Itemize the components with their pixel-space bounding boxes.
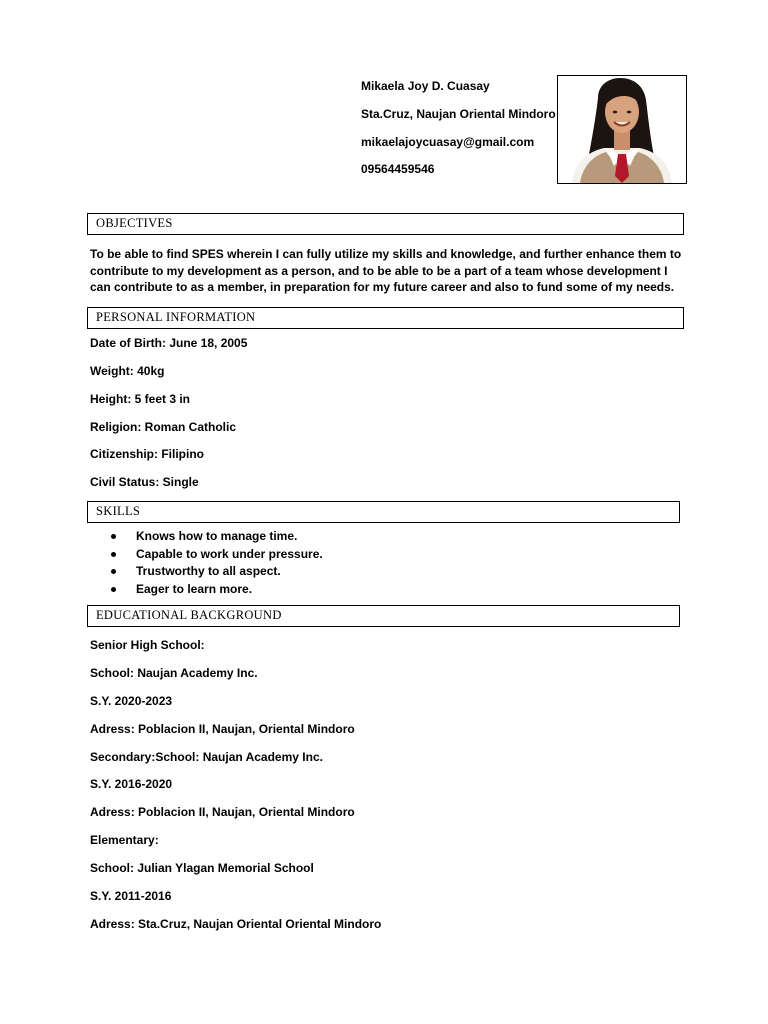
- skill-item: Trustworthy to all aspect.: [108, 563, 323, 581]
- contact-email: mikaelajoycuasay@gmail.com: [361, 135, 535, 149]
- bullet-icon: [111, 569, 116, 574]
- skill-item: Eager to learn more.: [108, 581, 323, 599]
- skill-item: Knows how to manage time.: [108, 528, 323, 546]
- section-header-skills: SKILLS: [87, 501, 680, 523]
- education-line: Elementary:: [90, 833, 159, 847]
- contact-address: Sta.Cruz, Naujan Oriental Mindoro: [361, 107, 556, 121]
- education-line: Adress: Poblacion II, Naujan, Oriental Mindoro: [90, 722, 355, 736]
- section-header-personal-information: PERSONAL INFORMATION: [87, 307, 684, 329]
- education-line: S.Y. 2016-2020: [90, 777, 173, 791]
- profile-photo: [557, 75, 687, 184]
- personal-citizenship: Citizenship: Filipino: [90, 447, 204, 461]
- objectives-text: To be able to find SPES wherein I can fully utilize my skills and knowledge, and further enhance them to contribute to my development as a person, and to be able to be a part of a team whose development I can contribute to as a member, in preparation for my future career and also to fund some of my needs.: [90, 247, 682, 294]
- education-line: Adress: Poblacion II, Naujan, Oriental Mindoro: [90, 805, 355, 819]
- personal-religion: Religion: Roman Catholic: [90, 420, 237, 434]
- education-line: S.Y. 2020-2023: [90, 694, 173, 708]
- education-line: School: Julian Ylagan Memorial School: [90, 861, 314, 875]
- personal-civil-status: Civil Status: Single: [90, 475, 199, 489]
- education-line: Adress: Sta.Cruz, Naujan Oriental Oriental Mindoro: [90, 917, 382, 931]
- bullet-icon: [111, 587, 116, 592]
- personal-height: Height: 5 feet 3 in: [90, 392, 191, 406]
- section-header-objectives: OBJECTIVES: [87, 213, 684, 235]
- personal-weight: Weight: 40kg: [90, 364, 165, 378]
- bullet-icon: [111, 534, 116, 539]
- skill-item: Capable to work under pressure.: [108, 546, 323, 564]
- section-header-educational-background: EDUCATIONAL BACKGROUND: [87, 605, 680, 627]
- education-line: School: Naujan Academy Inc.: [90, 666, 258, 680]
- profile-photo-image: [558, 76, 686, 183]
- personal-birthdate: Date of Birth: June 18, 2005: [90, 336, 248, 350]
- education-line: S.Y. 2011-2016: [90, 889, 172, 903]
- education-line: Secondary:School: Naujan Academy Inc.: [90, 750, 323, 764]
- education-line: Senior High School:: [90, 638, 205, 652]
- contact-name: Mikaela Joy D. Cuasay: [361, 79, 490, 93]
- bullet-icon: [111, 552, 116, 557]
- contact-phone: 09564459546: [361, 162, 435, 176]
- skills-list: [108, 528, 323, 598]
